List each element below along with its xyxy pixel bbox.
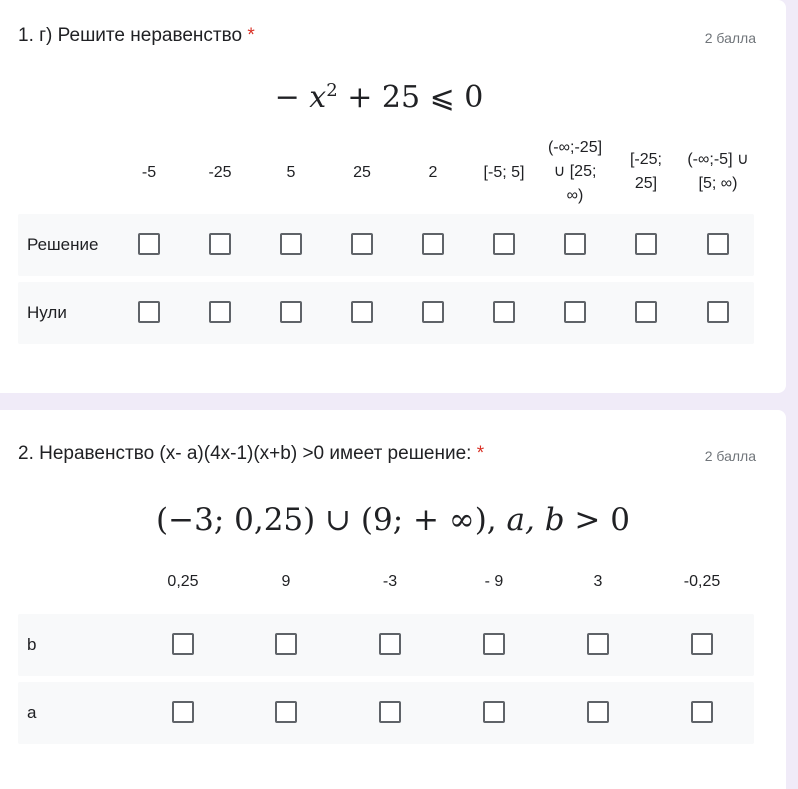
column-header: -3 xyxy=(382,573,398,590)
formula-condition: > 0 xyxy=(564,502,630,538)
required-asterisk: * xyxy=(247,25,255,46)
checkbox[interactable] xyxy=(707,233,729,255)
column-header: (-∞;-5] ∪ [5; ∞) xyxy=(687,151,749,192)
checkbox[interactable] xyxy=(280,233,302,255)
column-header: -0,25 xyxy=(683,573,721,590)
checkbox[interactable] xyxy=(379,633,401,655)
checkbox[interactable] xyxy=(138,301,160,323)
column-header: 25 xyxy=(353,164,371,181)
grid-row-b xyxy=(18,614,754,676)
column-header: 9 xyxy=(281,573,291,590)
row-label: a xyxy=(27,703,37,722)
question-card-1 xyxy=(0,0,786,393)
column-header: [-5; 5] xyxy=(483,164,525,181)
formula-variables: a, b xyxy=(506,502,565,538)
question-card-2 xyxy=(0,410,786,789)
row-label: b xyxy=(27,635,37,654)
grid-row-nuli xyxy=(18,282,754,344)
required-asterisk: * xyxy=(476,443,485,464)
column-header: 5 xyxy=(286,164,296,181)
column-header: 3 xyxy=(593,573,603,590)
row-label: Нули xyxy=(27,303,67,322)
column-header: -25 xyxy=(208,164,232,181)
column-header: [-25; 25] xyxy=(629,151,662,192)
formula-exponent: 2 xyxy=(326,80,338,101)
checkbox[interactable] xyxy=(635,301,657,323)
checkbox[interactable] xyxy=(275,701,297,723)
formula xyxy=(0,80,772,115)
row-label: Решение xyxy=(27,235,99,254)
checkbox[interactable] xyxy=(422,233,444,255)
checkbox[interactable] xyxy=(493,301,515,323)
checkbox[interactable] xyxy=(172,633,194,655)
checkbox[interactable] xyxy=(483,633,505,655)
checkbox[interactable] xyxy=(493,233,515,255)
column-header: - 9 xyxy=(484,573,504,590)
formula-rest: + 25 ⩽ 0 xyxy=(347,80,484,115)
column-header: 0,25 xyxy=(167,573,199,590)
checkbox[interactable] xyxy=(172,701,194,723)
checkbox[interactable] xyxy=(209,233,231,255)
checkbox[interactable] xyxy=(138,233,160,255)
column-header: -5 xyxy=(141,164,157,181)
checkbox[interactable] xyxy=(209,301,231,323)
question-title-text: 1. г) Решите неравенство xyxy=(18,25,243,46)
checkbox[interactable] xyxy=(483,701,505,723)
formula-interval: (−3; 0,25) ∪ (9; + ∞), xyxy=(156,502,507,538)
question-title-text: 2. Неравенство (x- a)(4x-1)(x+b) >0 имеет решение: xyxy=(18,443,472,464)
column-header: (-∞;-25] ∪ [25; ∞) xyxy=(547,139,603,204)
checkbox[interactable] xyxy=(275,633,297,655)
checkbox[interactable] xyxy=(691,633,713,655)
checkbox[interactable] xyxy=(564,233,586,255)
points-label: 2 балла xyxy=(704,30,756,46)
formula xyxy=(0,502,786,538)
checkbox[interactable] xyxy=(587,701,609,723)
checkbox[interactable] xyxy=(379,701,401,723)
formula-variable: x xyxy=(309,80,327,115)
question-title xyxy=(18,25,255,47)
grid-row-reshenie xyxy=(18,214,754,276)
checkbox[interactable] xyxy=(635,233,657,255)
formula-sign: − xyxy=(274,80,300,115)
checkbox[interactable] xyxy=(691,701,713,723)
grid-row-a xyxy=(18,682,754,744)
points-label: 2 балла xyxy=(704,448,756,464)
checkbox[interactable] xyxy=(351,301,373,323)
checkbox[interactable] xyxy=(564,301,586,323)
checkbox[interactable] xyxy=(707,301,729,323)
checkbox[interactable] xyxy=(422,301,444,323)
checkbox[interactable] xyxy=(280,301,302,323)
question-title xyxy=(18,443,484,465)
column-header: 2 xyxy=(428,164,438,181)
checkbox[interactable] xyxy=(587,633,609,655)
checkbox[interactable] xyxy=(351,233,373,255)
